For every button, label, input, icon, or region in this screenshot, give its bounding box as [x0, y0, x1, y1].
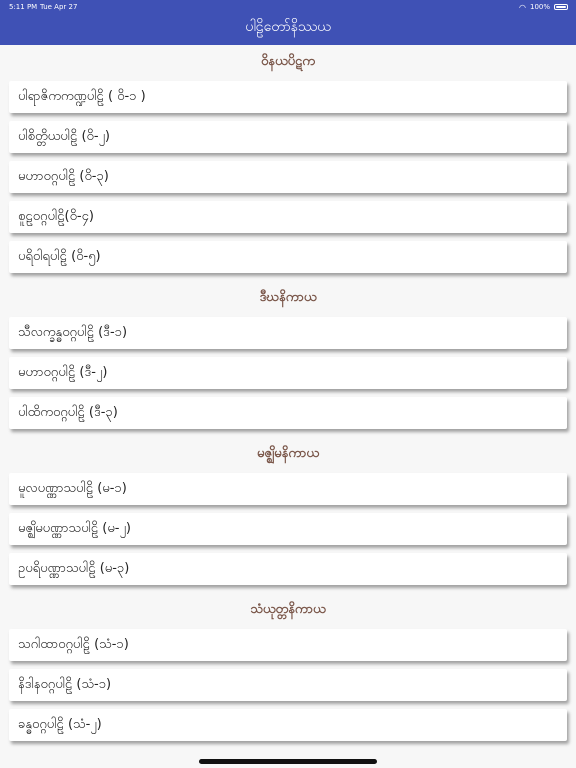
status-date: Tue Apr 27 — [40, 3, 78, 11]
status-right — [519, 3, 568, 11]
section-digha — [0, 281, 576, 429]
section-majjhima — [0, 437, 576, 585]
battery-percent: 100% — [529, 3, 550, 11]
list-item[interactable]: ခန္ဓဝဂ္ဂပါဠိ (သံ-၂) — [9, 709, 567, 741]
list-item[interactable]: ပရိဝါရပါဠိ (ဝိ-၅) — [9, 241, 567, 273]
status-bar — [0, 0, 576, 14]
page-title: ပါဠိတော်နိဿယ — [245, 19, 331, 35]
section-header: ဝိနယပိဋက — [261, 54, 315, 69]
book-list[interactable] — [0, 45, 576, 768]
list-item[interactable]: မူလပဏ္ဏာသပါဠိ (မ-၁) — [9, 473, 567, 505]
list-item[interactable]: မဇ္ဈိမပဏ္ဏာသပါဠိ (မ-၂) — [9, 513, 567, 545]
section-vinaya — [0, 45, 576, 273]
status-time: 5:11 PM — [9, 3, 38, 11]
list-item[interactable]: စူဠဝဂ္ဂပါဠိ(ဝိ-၄) — [9, 201, 567, 233]
nav-bar — [0, 14, 576, 45]
list-item[interactable]: ပါရာဇိကကဏ္ဍပါဠိ ( ဝိ-၁ ) — [9, 81, 567, 113]
home-indicator[interactable] — [199, 759, 377, 764]
wifi-icon: ◠ — [519, 2, 526, 12]
section-samyutta — [0, 593, 576, 741]
list-item[interactable]: သီလက္ခန္ဓဝဂ္ဂပါဠိ (ဒီ-၁) — [9, 317, 567, 349]
section-header: ဒီဃနိကာယ — [259, 290, 317, 305]
list-item[interactable]: သဂါထာဝဂ္ဂပါဠိ (သံ-၁) — [9, 629, 567, 661]
list-item[interactable]: မဟာဝဂ္ဂပါဠိ (ဒီ-၂) — [9, 357, 567, 389]
section-header: သံယုတ္တနိကာယ — [250, 602, 326, 617]
list-item[interactable]: နိဒါနဝဂ္ဂပါဠိ (သံ-၁) — [9, 669, 567, 701]
list-item[interactable]: ပါထိကဝဂ္ဂပါဠိ (ဒီ-၃) — [9, 397, 567, 429]
list-item[interactable]: ဥပရိပဏ္ဏာသပါဠိ (မ-၃) — [9, 553, 567, 585]
list-item[interactable]: မဟာဝဂ္ဂပါဠိ (ဝိ-၃) — [9, 161, 567, 193]
battery-icon — [554, 4, 568, 10]
list-item[interactable]: ပါစိတ္တိယပါဠိ (ဝိ-၂) — [9, 121, 567, 153]
section-header: မဇ္ဈိမနိကာယ — [256, 446, 320, 461]
